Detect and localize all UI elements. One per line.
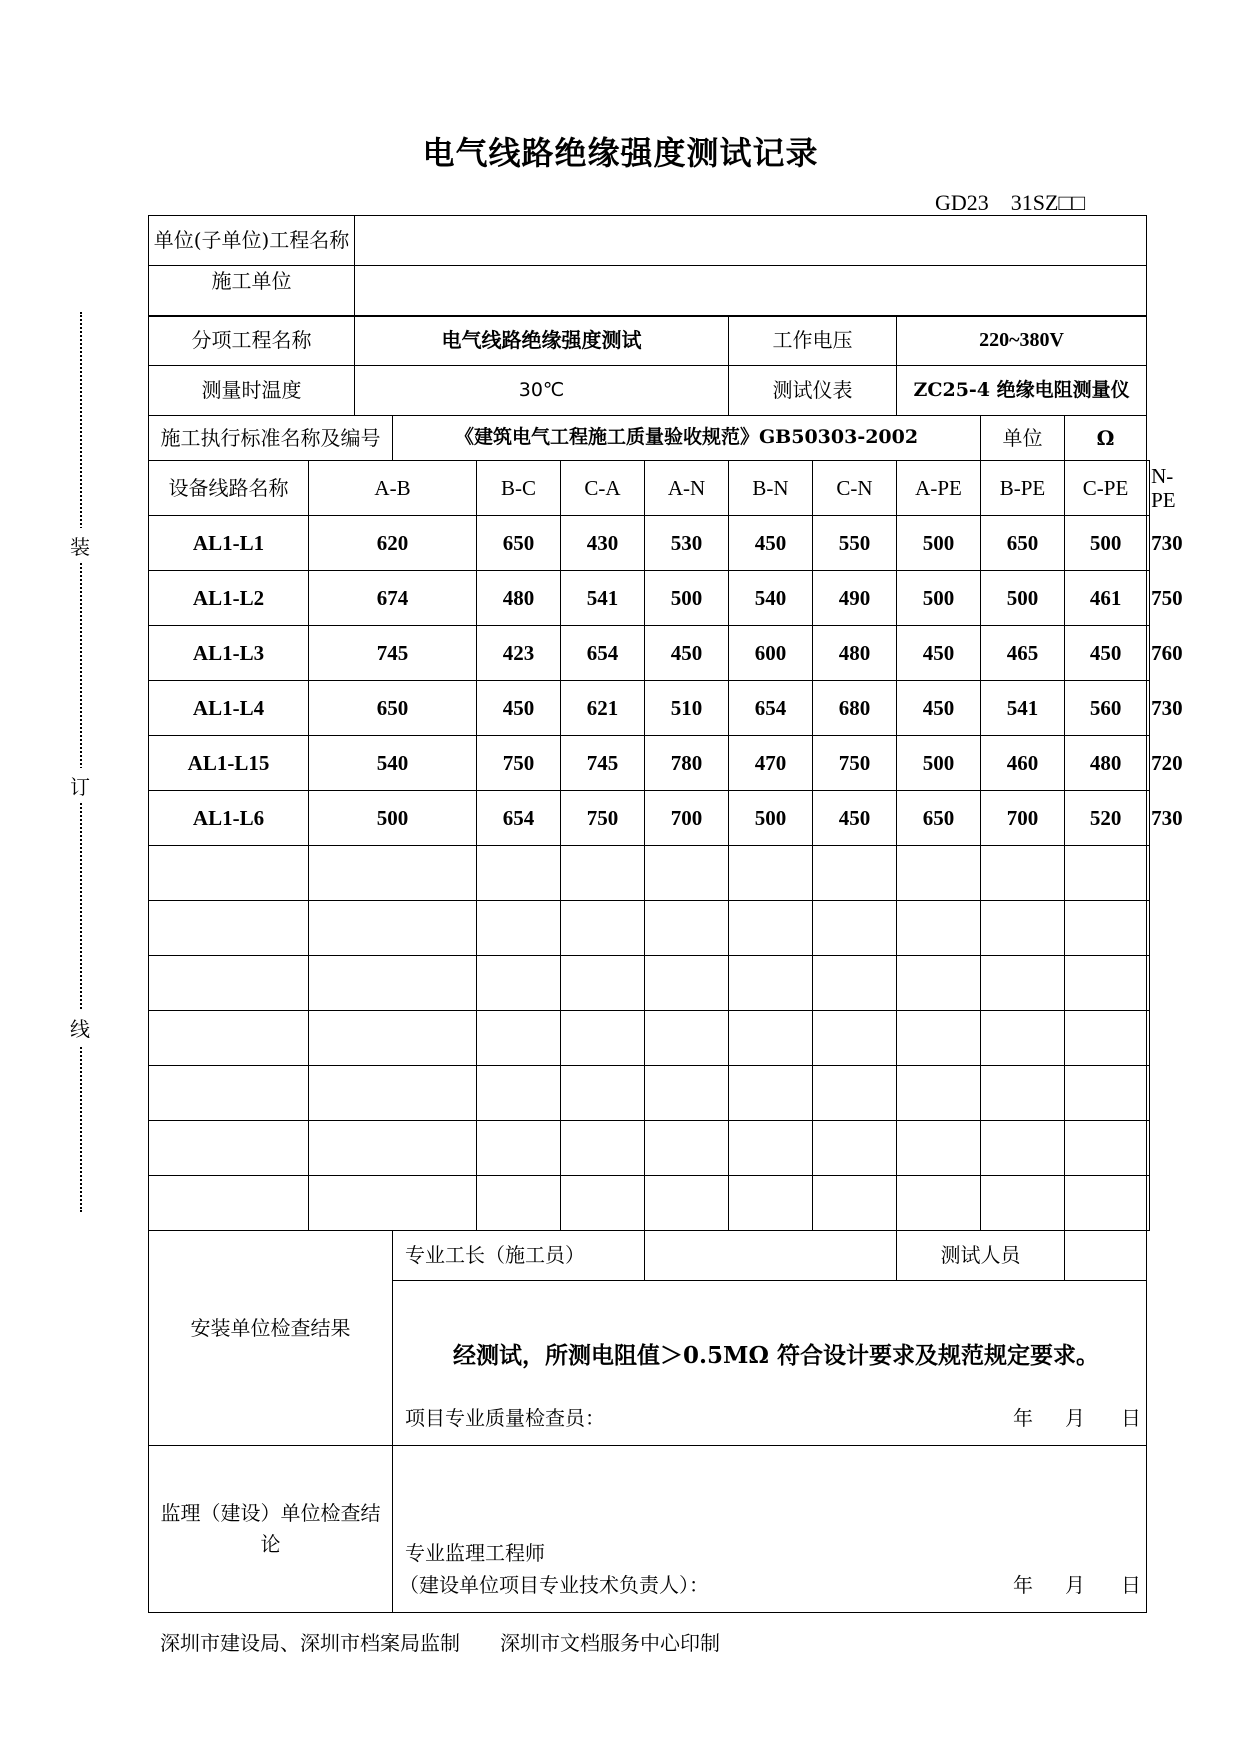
value-cell: 730	[1147, 516, 1150, 571]
empty-cell[interactable]	[1147, 846, 1150, 901]
binding-line	[80, 312, 84, 1212]
value-cell: 450	[813, 791, 897, 846]
empty-cell[interactable]	[897, 1011, 981, 1066]
value-cell: 470	[729, 736, 813, 791]
col-header-c-a: C-A	[561, 461, 645, 516]
install-result-label: 安装单位检查结果	[149, 1231, 393, 1446]
test-record-table	[148, 215, 1183, 1613]
empty-cell[interactable]	[1147, 1121, 1150, 1176]
empty-cell[interactable]	[981, 1121, 1065, 1176]
value-cell: 450	[477, 681, 561, 736]
empty-cell[interactable]	[309, 1066, 477, 1121]
date-day: 日	[1121, 1406, 1142, 1430]
empty-cell[interactable]	[1065, 901, 1147, 956]
value-cell: 750	[813, 736, 897, 791]
empty-cell[interactable]	[477, 1011, 561, 1066]
binding-mark-xian: 线	[70, 1010, 90, 1045]
col-header-a-pe: A-PE	[897, 461, 981, 516]
empty-cell[interactable]	[309, 1121, 477, 1176]
value-cell: 621	[561, 681, 645, 736]
empty-cell[interactable]	[309, 846, 477, 901]
foreman-label: 专业工长（施工员）	[393, 1231, 645, 1281]
temperature-value: 30℃	[355, 366, 729, 416]
empty-cell[interactable]	[981, 1176, 1065, 1231]
value-cell: 680	[813, 681, 897, 736]
sub-item-label: 分项工程名称	[149, 316, 355, 366]
value-cell: 541	[561, 571, 645, 626]
empty-cell[interactable]	[477, 846, 561, 901]
project-name-field[interactable]	[355, 216, 1147, 266]
tester-label: 测试人员	[897, 1231, 1065, 1281]
date-year: 年	[1013, 1573, 1034, 1597]
value-cell: 490	[813, 571, 897, 626]
col-header-b-c: B-C	[477, 461, 561, 516]
value-cell: 650	[477, 516, 561, 571]
value-cell: 650	[309, 681, 477, 736]
col-header-a-n: A-N	[645, 461, 729, 516]
empty-cell[interactable]	[149, 956, 309, 1011]
empty-cell[interactable]	[813, 1121, 897, 1176]
value-cell: 540	[729, 571, 813, 626]
empty-cell[interactable]	[897, 901, 981, 956]
value-cell: 520	[1065, 791, 1147, 846]
table-row	[149, 626, 1150, 681]
install-result-cell	[393, 1281, 1147, 1446]
empty-cell[interactable]	[477, 1176, 561, 1231]
test-conclusion: 经测试，所测电阻值＞0.5MΩ 符合设计要求及规范规定要求。	[453, 1342, 1099, 1369]
standard-label: 施工执行标准名称及编号	[149, 416, 393, 461]
value-cell: 500	[645, 571, 729, 626]
line-name: AL1-L1	[149, 516, 309, 571]
page-title: 电气线路绝缘强度测试记录	[422, 134, 819, 172]
line-name: AL1-L3	[149, 626, 309, 681]
value-cell: 500	[981, 571, 1065, 626]
empty-cell[interactable]	[897, 1121, 981, 1176]
voltage-value: 220~380V	[897, 316, 1147, 366]
empty-cell[interactable]	[1147, 956, 1150, 1011]
value-cell: 654	[561, 626, 645, 681]
empty-cell[interactable]	[1147, 1011, 1150, 1066]
line-name: AL1-L6	[149, 791, 309, 846]
empty-cell[interactable]	[729, 1011, 813, 1066]
empty-cell[interactable]	[645, 1121, 729, 1176]
empty-cell[interactable]	[897, 1176, 981, 1231]
empty-cell[interactable]	[561, 846, 645, 901]
date-year: 年	[1013, 1406, 1034, 1430]
value-cell: 674	[309, 571, 477, 626]
contractor-label: 施工单位	[149, 266, 355, 316]
empty-cell[interactable]	[897, 956, 981, 1011]
value-cell: 510	[645, 681, 729, 736]
empty-cell[interactable]	[729, 901, 813, 956]
col-header-name: 设备线路名称	[149, 461, 309, 516]
value-cell: 423	[477, 626, 561, 681]
empty-cell[interactable]	[729, 1066, 813, 1121]
empty-cell[interactable]	[1147, 1066, 1150, 1121]
value-cell: 745	[561, 736, 645, 791]
value-cell: 500	[729, 791, 813, 846]
value-cell: 730	[1147, 791, 1150, 846]
date-day: 日	[1121, 1573, 1142, 1597]
value-cell: 560	[1065, 681, 1147, 736]
empty-table-row	[149, 956, 1150, 1011]
empty-cell[interactable]	[813, 956, 897, 1011]
value-cell: 450	[897, 626, 981, 681]
date-month: 月	[1065, 1406, 1086, 1430]
value-cell: 430	[561, 516, 645, 571]
instrument-value: ZC25-4 绝缘电阻测量仪	[897, 366, 1147, 416]
empty-cell[interactable]	[645, 901, 729, 956]
value-cell: 650	[981, 516, 1065, 571]
empty-cell[interactable]	[561, 1011, 645, 1066]
value-cell: 780	[645, 736, 729, 791]
empty-cell[interactable]	[309, 956, 477, 1011]
value-cell: 450	[645, 626, 729, 681]
empty-cell[interactable]	[813, 1066, 897, 1121]
empty-table-row	[149, 1011, 1150, 1066]
empty-cell[interactable]	[561, 1176, 645, 1231]
col-header-n-pe: N-PE	[1147, 461, 1150, 516]
col-header-b-pe: B-PE	[981, 461, 1065, 516]
empty-cell[interactable]	[645, 1066, 729, 1121]
empty-cell[interactable]	[1065, 1011, 1147, 1066]
table-row	[149, 571, 1150, 626]
sub-item-value: 电气线路绝缘强度测试	[355, 316, 729, 366]
value-cell: 620	[309, 516, 477, 571]
foreman-field[interactable]	[645, 1231, 897, 1281]
value-cell: 465	[981, 626, 1065, 681]
empty-cell[interactable]	[149, 1066, 309, 1121]
empty-cell[interactable]	[813, 846, 897, 901]
table-row	[149, 791, 1150, 846]
table-row	[149, 516, 1150, 571]
supervision-label: 监理（建设）单位检查结论	[149, 1446, 393, 1613]
empty-cell[interactable]	[645, 846, 729, 901]
voltage-label: 工作电压	[729, 316, 897, 366]
empty-cell[interactable]	[477, 1066, 561, 1121]
contractor-field[interactable]	[355, 266, 1147, 316]
empty-cell[interactable]	[981, 846, 1065, 901]
tester-field[interactable]	[1065, 1231, 1147, 1281]
value-cell: 461	[1065, 571, 1147, 626]
empty-cell[interactable]	[309, 1176, 477, 1231]
value-cell: 550	[813, 516, 897, 571]
empty-cell[interactable]	[645, 1011, 729, 1066]
empty-cell[interactable]	[1065, 1121, 1147, 1176]
empty-cell[interactable]	[149, 846, 309, 901]
value-cell: 541	[981, 681, 1065, 736]
col-header-c-n: C-N	[813, 461, 897, 516]
unit-value: Ω	[1065, 416, 1147, 461]
date-month: 月	[1065, 1573, 1086, 1597]
document-code: GD23 31SZ□□	[935, 190, 1086, 215]
standard-value: 《建筑电气工程施工质量验收规范》GB50303-2002	[393, 416, 981, 461]
empty-cell[interactable]	[149, 1011, 309, 1066]
empty-cell[interactable]	[309, 901, 477, 956]
empty-cell[interactable]	[1147, 901, 1150, 956]
value-cell: 500	[1065, 516, 1147, 571]
empty-cell[interactable]	[149, 1121, 309, 1176]
empty-cell[interactable]	[477, 1121, 561, 1176]
value-cell: 450	[897, 681, 981, 736]
empty-cell[interactable]	[813, 901, 897, 956]
empty-cell[interactable]	[729, 956, 813, 1011]
binding-mark-ding: 订	[70, 768, 90, 803]
value-cell: 480	[477, 571, 561, 626]
quality-inspector-label: 项目专业质量检查员：	[405, 1406, 606, 1430]
value-cell: 600	[729, 626, 813, 681]
empty-table-row	[149, 901, 1150, 956]
value-cell: 480	[813, 626, 897, 681]
value-cell: 700	[981, 791, 1065, 846]
value-cell: 720	[1147, 736, 1150, 791]
table-row	[149, 736, 1150, 791]
col-header-c-pe: C-PE	[1065, 461, 1147, 516]
value-cell: 750	[1147, 571, 1150, 626]
empty-table-row	[149, 846, 1150, 901]
empty-cell[interactable]	[729, 1121, 813, 1176]
empty-cell[interactable]	[1065, 846, 1147, 901]
value-cell: 654	[729, 681, 813, 736]
owner-label: （建设单位项目专业技术负责人）：	[399, 1573, 710, 1597]
empty-cell[interactable]	[729, 1176, 813, 1231]
empty-cell[interactable]	[645, 1176, 729, 1231]
line-name: AL1-L2	[149, 571, 309, 626]
empty-cell[interactable]	[645, 956, 729, 1011]
empty-cell[interactable]	[1147, 1176, 1150, 1231]
instrument-label: 测试仪表	[729, 366, 897, 416]
empty-cell[interactable]	[477, 901, 561, 956]
value-cell: 650	[897, 791, 981, 846]
line-name: AL1-L4	[149, 681, 309, 736]
value-cell: 760	[1147, 626, 1150, 681]
value-cell: 654	[477, 791, 561, 846]
empty-cell[interactable]	[561, 901, 645, 956]
empty-table-row	[149, 1176, 1150, 1231]
table-row	[149, 681, 1150, 736]
value-cell: 750	[561, 791, 645, 846]
empty-table-row	[149, 1121, 1150, 1176]
empty-cell[interactable]	[813, 1011, 897, 1066]
value-cell: 450	[1065, 626, 1147, 681]
empty-cell[interactable]	[477, 956, 561, 1011]
empty-cell[interactable]	[981, 956, 1065, 1011]
temperature-label: 测量时温度	[149, 366, 355, 416]
empty-cell[interactable]	[149, 1176, 309, 1231]
value-cell: 500	[309, 791, 477, 846]
supervisor-label: 专业监理工程师	[405, 1541, 546, 1565]
value-cell: 700	[645, 791, 729, 846]
value-cell: 500	[897, 736, 981, 791]
empty-cell[interactable]	[1065, 1066, 1147, 1121]
unit-label: 单位	[981, 416, 1065, 461]
project-name-label: 单位(子单位)工程名称	[149, 216, 355, 266]
value-cell: 460	[981, 736, 1065, 791]
empty-cell[interactable]	[1065, 956, 1147, 1011]
value-cell: 750	[477, 736, 561, 791]
line-name: AL1-L15	[149, 736, 309, 791]
value-cell: 500	[897, 516, 981, 571]
footer-imprint: 深圳市建设局、深圳市档案局监制 深圳市文档服务中心印制	[160, 1631, 720, 1655]
empty-cell[interactable]	[561, 1066, 645, 1121]
value-cell: 540	[309, 736, 477, 791]
col-header-a-b: A-B	[309, 461, 477, 516]
empty-cell[interactable]	[813, 1176, 897, 1231]
value-cell: 500	[897, 571, 981, 626]
empty-cell[interactable]	[1065, 1176, 1147, 1231]
empty-table-row	[149, 1066, 1150, 1121]
empty-cell[interactable]	[981, 901, 1065, 956]
value-cell: 480	[1065, 736, 1147, 791]
empty-cell[interactable]	[897, 1066, 981, 1121]
empty-cell[interactable]	[561, 956, 645, 1011]
value-cell: 450	[729, 516, 813, 571]
value-cell: 530	[645, 516, 729, 571]
supervision-cell	[393, 1446, 1147, 1613]
value-cell: 745	[309, 626, 477, 681]
empty-cell[interactable]	[897, 846, 981, 901]
col-header-b-n: B-N	[729, 461, 813, 516]
column-header-row	[149, 461, 1150, 516]
empty-cell[interactable]	[729, 846, 813, 901]
empty-cell[interactable]	[981, 1011, 1065, 1066]
empty-cell[interactable]	[149, 901, 309, 956]
value-cell: 730	[1147, 681, 1150, 736]
empty-cell[interactable]	[561, 1121, 645, 1176]
binding-mark-zhuang: 装	[70, 528, 90, 563]
empty-cell[interactable]	[309, 1011, 477, 1066]
empty-cell[interactable]	[981, 1066, 1065, 1121]
